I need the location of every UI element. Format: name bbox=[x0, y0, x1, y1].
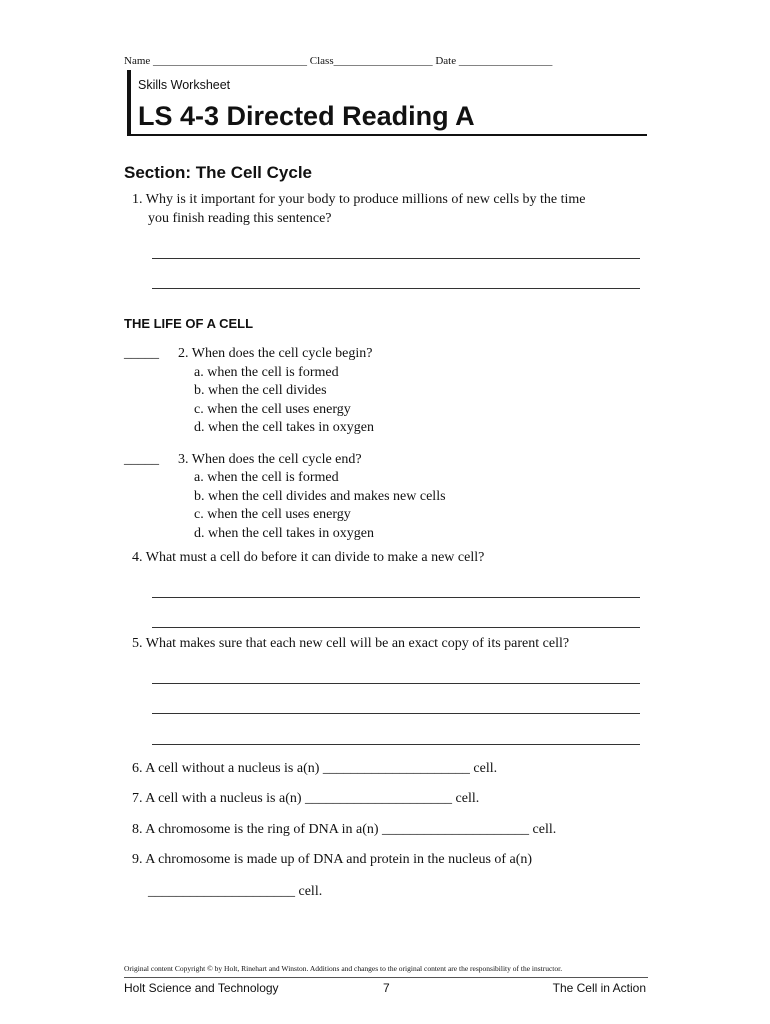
question-5: 5. What makes sure that each new cell will be an exact copy of its parent cell? bbox=[132, 636, 570, 651]
footer-rule bbox=[124, 977, 648, 978]
title-underline bbox=[127, 134, 647, 136]
q2-option-d: d. when the cell takes in oxygen bbox=[194, 420, 375, 435]
answer-line-q1-a[interactable] bbox=[152, 258, 640, 259]
q2-option-c: c. when the cell uses energy bbox=[194, 402, 351, 417]
copyright-notice: Original content Copyright © by Holt, Rinehart and Winston. Additions and changes to the original content are the responsibility of the instructor. bbox=[124, 964, 563, 973]
answer-blank-q3[interactable]: _____ bbox=[124, 452, 159, 467]
q3-option-b: b. when the cell divides and makes new cells bbox=[194, 489, 446, 504]
answer-blank-q2[interactable]: _____ bbox=[124, 346, 159, 361]
answer-line-q5-b[interactable] bbox=[152, 713, 640, 714]
answer-line-q1-b[interactable] bbox=[152, 288, 640, 289]
title-bar-accent bbox=[127, 70, 131, 136]
q3-option-c: c. when the cell uses energy bbox=[194, 507, 351, 522]
section-title: Section: The Cell Cycle bbox=[124, 163, 312, 182]
question-1-line2: you finish reading this sentence? bbox=[148, 211, 332, 226]
answer-line-q4-b[interactable] bbox=[152, 627, 640, 628]
question-4: 4. What must a cell do before it can divide to make a new cell? bbox=[132, 550, 485, 565]
answer-line-q5-c[interactable] bbox=[152, 744, 640, 745]
page-number: 7 bbox=[383, 981, 390, 995]
question-7: 7. A cell with a nucleus is a(n) _____________________ cell. bbox=[132, 791, 480, 806]
footer-publisher: Holt Science and Technology bbox=[124, 981, 279, 995]
question-2: 2. When does the cell cycle begin? bbox=[178, 346, 373, 361]
question-8: 8. A chromosome is the ring of DNA in a(n) _____________________ cell. bbox=[132, 822, 557, 837]
question-3: 3. When does the cell cycle end? bbox=[178, 452, 362, 467]
question-9-line2: _____________________ cell. bbox=[148, 884, 323, 899]
question-1-line1: 1. Why is it important for your body to produce millions of new cells by the time bbox=[132, 192, 586, 207]
q2-option-b: b. when the cell divides bbox=[194, 383, 327, 398]
footer-chapter: The Cell in Action bbox=[552, 981, 646, 995]
q3-option-a: a. when the cell is formed bbox=[194, 470, 339, 485]
subsection-heading: THE LIFE OF A CELL bbox=[124, 316, 254, 331]
answer-line-q4-a[interactable] bbox=[152, 597, 640, 598]
question-6: 6. A cell without a nucleus is a(n) _____________________ cell. bbox=[132, 761, 498, 776]
q3-option-d: d. when the cell takes in oxygen bbox=[194, 526, 375, 541]
name-class-date-line: Name ____________________________ Class__________________ Date _________________ bbox=[124, 55, 553, 67]
q2-option-a: a. when the cell is formed bbox=[194, 365, 339, 380]
answer-line-q5-a[interactable] bbox=[152, 683, 640, 684]
question-9-line1: 9. A chromosome is made up of DNA and protein in the nucleus of a(n) bbox=[132, 852, 533, 867]
worksheet-label: Skills Worksheet bbox=[138, 78, 231, 92]
page-title: LS 4-3 Directed Reading A bbox=[138, 101, 475, 131]
